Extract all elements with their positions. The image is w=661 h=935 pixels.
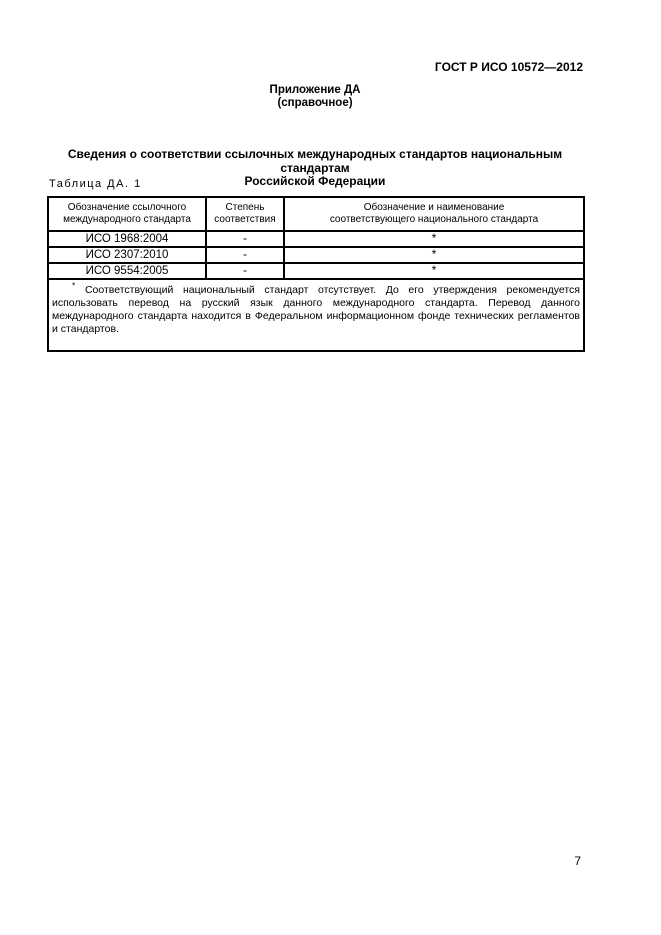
section-heading-line1: Сведения о соответствии ссылочных международных стандартов национальным стандартам — [67, 147, 563, 175]
cell-degree: - — [206, 263, 284, 279]
footnote-cell — [48, 279, 584, 351]
cell-national: * — [284, 247, 584, 263]
table-header-row — [48, 197, 584, 231]
column-header-national-standard: Обозначение и наименование соответствующего национального стандарта — [284, 197, 584, 231]
section-heading-line2: Российской Федерации — [244, 174, 386, 188]
footnote-text — [52, 280, 580, 336]
cell-standard: ИСО 9554:2005 — [48, 263, 206, 279]
column-header-referenced-standard: Обозначение ссылочного международного стандарта — [48, 197, 206, 231]
cell-degree: - — [206, 247, 284, 263]
footnote-body: Соответствующий национальный стандарт отсутствует. До его утверждения рекомендуется использовать перевод на русский язык данного международного стандарта. Перевод данного международного стандарта находится в Федеральном информационном фонде технических регламентов и стандартов. — [52, 284, 580, 335]
column-header-degree: Степень соответствия — [206, 197, 284, 231]
footnote-marker: * — [72, 280, 76, 291]
table-row — [48, 231, 584, 247]
cell-national: * — [284, 263, 584, 279]
cell-degree: - — [206, 231, 284, 247]
appendix-heading — [47, 84, 583, 110]
table-row — [48, 263, 584, 279]
cell-national: * — [284, 231, 584, 247]
appendix-title: Приложение ДА — [269, 84, 361, 96]
appendix-subtitle: (справочное) — [277, 97, 353, 109]
table-label: Таблица ДА. 1 — [49, 178, 142, 190]
cell-standard: ИСО 1968:2004 — [48, 231, 206, 247]
content-area — [47, 0, 583, 935]
cell-standard: ИСО 2307:2010 — [48, 247, 206, 263]
table-row — [48, 247, 584, 263]
table-footnote-row — [48, 279, 584, 351]
page-number: 7 — [574, 854, 581, 868]
standards-correspondence-table — [47, 196, 585, 352]
document-number-header: ГОСТ Р ИСО 10572—2012 — [434, 60, 583, 74]
